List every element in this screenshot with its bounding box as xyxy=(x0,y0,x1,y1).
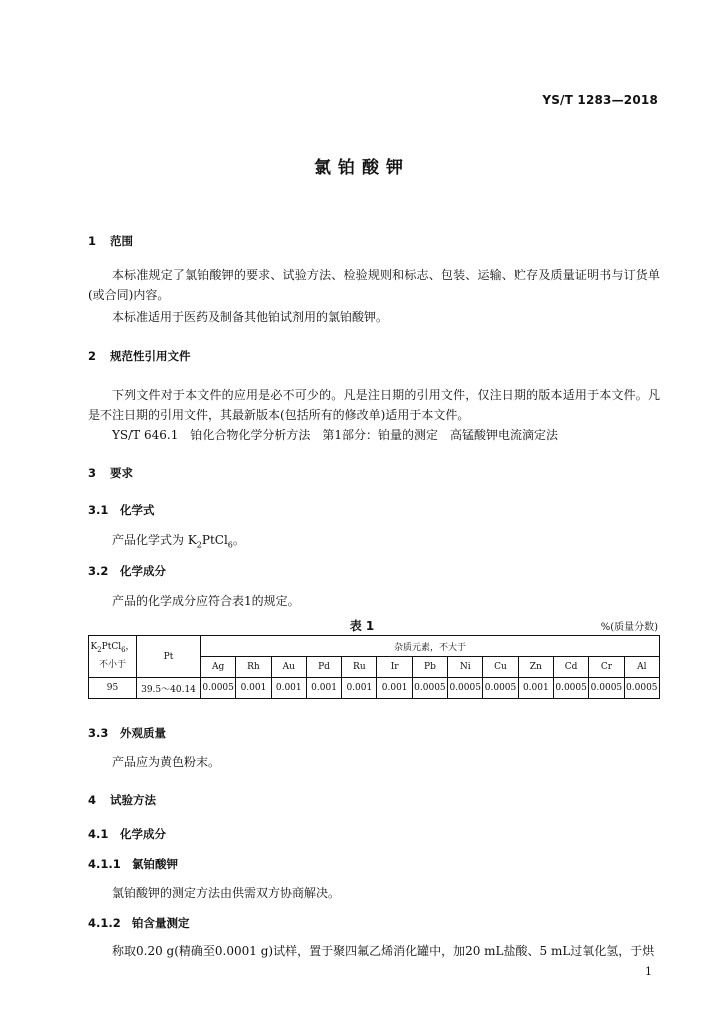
cell-impurity-au: 0.001 xyxy=(271,678,306,699)
section-title: 试验方法 xyxy=(110,793,156,807)
cell-k2ptcl6: 95 xyxy=(89,678,137,699)
section-1-heading xyxy=(88,233,133,249)
section-title: 规范性引用文件 xyxy=(110,349,191,363)
section-2-paragraph-1: 下列文件对于本文件的应用是必不可少的。凡是注日期的引用文件，仅注日期的版本适用于本文件。凡是不注日期的引用文件，其最新版本(包括所有的修改单)适用于本文件。 xyxy=(88,388,660,422)
element-header-cu: Cu xyxy=(483,657,518,678)
impurity-header: 杂质元素，不大于 xyxy=(201,636,660,657)
section-4-heading xyxy=(88,792,156,808)
element-header-al: Al xyxy=(624,657,659,678)
section-number: 3.3 xyxy=(88,726,109,740)
chemical-composition-table xyxy=(88,635,660,699)
cell-pt: 39.5～40.14 xyxy=(137,678,201,699)
section-4-1-2-heading xyxy=(88,915,190,931)
section-3-2-text: 产品的化学成分应符合表1的规定。 xyxy=(112,594,300,608)
element-header-rh: Rh xyxy=(236,657,271,678)
cell-impurity-ni: 0.0005 xyxy=(448,678,483,699)
section-title: 外观质量 xyxy=(120,726,166,740)
table-unit: %(质量分数) xyxy=(600,622,658,633)
table-row xyxy=(89,678,660,699)
cell-impurity-ir: 0.001 xyxy=(377,678,412,699)
table-header-row-1 xyxy=(89,636,660,657)
element-header-ag: Ag xyxy=(201,657,236,678)
section-title: 要求 xyxy=(110,466,133,480)
cell-impurity-rh: 0.001 xyxy=(236,678,271,699)
standard-code: YS/T 1283—2018 xyxy=(542,93,658,107)
element-header-ir: Ir xyxy=(377,657,412,678)
section-title: 化学成分 xyxy=(120,827,166,841)
section-1-paragraph-1: 本标准规定了氯铂酸钾的要求、试验方法、检验规则和标志、包装、运输、贮存及质量证明书与订货单(或合同)内容。 xyxy=(88,268,660,302)
cell-impurity-cu: 0.0005 xyxy=(483,678,518,699)
section-3-3-heading xyxy=(88,725,166,741)
section-number: 1 xyxy=(88,234,97,248)
section-title: 化学式 xyxy=(120,503,155,517)
section-4-1-1-text: 氯铂酸钾的测定方法由供需双方协商解决。 xyxy=(112,886,341,900)
chemical-formula-text: 产品化学式为 $K_2PtCl_6$。 xyxy=(112,533,245,550)
col-k2ptcl6-header: $K_2PtCl_6$， 不小于 xyxy=(89,636,137,678)
cell-impurity-pd: 0.001 xyxy=(306,678,341,699)
section-4-1-2-text: 称取0.20 g(精确至0.0001 g)试样，置于聚四氟乙烯消化罐中，加20 mL盐酸、5 mL过氧化氢，于烘 xyxy=(112,944,655,958)
element-header-cr: Cr xyxy=(589,657,624,678)
section-number: 4 xyxy=(88,793,97,807)
section-number: 3.2 xyxy=(88,564,109,578)
element-header-ru: Ru xyxy=(342,657,377,678)
section-number: 4.1.1 xyxy=(88,857,121,871)
cell-impurity-ru: 0.001 xyxy=(342,678,377,699)
section-3-1-heading xyxy=(88,502,155,518)
section-3-3-text: 产品应为黄色粉末。 xyxy=(112,755,221,769)
section-3-2-heading xyxy=(88,563,166,579)
section-number: 4.1.2 xyxy=(88,916,121,930)
col-pt-header: Pt xyxy=(137,636,201,678)
section-1-paragraph-2: 本标准适用于医药及制备其他铂试剂用的氯铂酸钾。 xyxy=(112,310,389,324)
section-title: 氯铂酸钾 xyxy=(132,857,178,871)
section-4-1-1-heading xyxy=(88,856,178,872)
element-header-ni: Ni xyxy=(448,657,483,678)
table-caption: 表 1 xyxy=(349,619,375,633)
element-header-zn: Zn xyxy=(518,657,553,678)
cell-impurity-ag: 0.0005 xyxy=(201,678,236,699)
cell-impurity-zn: 0.001 xyxy=(518,678,553,699)
section-2-heading xyxy=(88,348,191,364)
section-number: 3.1 xyxy=(88,503,109,517)
section-4-1-heading xyxy=(88,826,166,842)
element-header-au: Au xyxy=(271,657,306,678)
page-number: 1 xyxy=(645,965,652,978)
element-header-pb: Pb xyxy=(412,657,447,678)
element-header-pd: Pd xyxy=(306,657,341,678)
section-title: 范围 xyxy=(110,234,133,248)
normative-reference: YS/T 646.1 铂化合物化学分析方法 第1部分：铂量的测定 高锰酸钾电流滴定法 xyxy=(112,428,558,442)
cell-impurity-pb: 0.0005 xyxy=(412,678,447,699)
cell-impurity-cr: 0.0005 xyxy=(589,678,624,699)
cell-impurity-cd: 0.0005 xyxy=(553,678,588,699)
section-number: 3 xyxy=(88,466,97,480)
document-title: 氯铂酸钾 xyxy=(314,158,410,178)
section-number: 4.1 xyxy=(88,827,109,841)
cell-impurity-al: 0.0005 xyxy=(624,678,659,699)
section-number: 2 xyxy=(88,349,97,363)
section-title: 铂含量测定 xyxy=(132,916,190,930)
section-title: 化学成分 xyxy=(120,564,166,578)
element-header-cd: Cd xyxy=(553,657,588,678)
section-3-heading xyxy=(88,465,133,481)
